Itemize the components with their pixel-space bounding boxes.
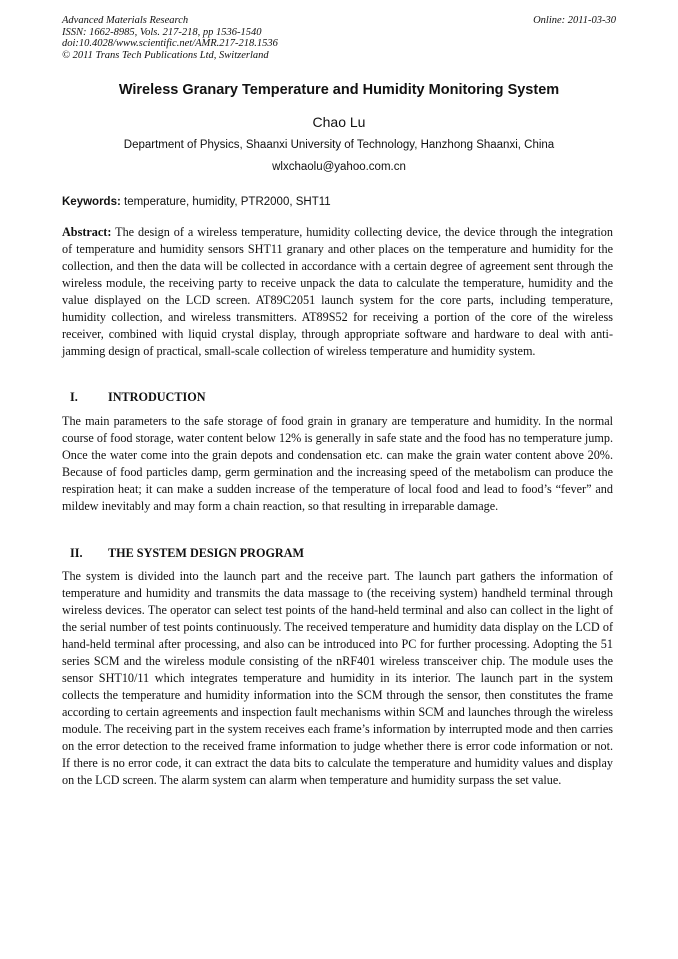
section-number: II.: [70, 546, 83, 560]
issn-line: ISSN: 1662-8985, Vols. 217-218, pp 1536-1540: [62, 26, 262, 38]
affiliation: Department of Physics, Shaanxi University of Technology, Hanzhong Shaanxi, China: [123, 139, 555, 151]
online-date: Online: 2011-03-30: [533, 15, 616, 26]
copyright-line: © 2011 Trans Tech Publications Ltd, Switzerland: [62, 49, 269, 61]
keywords-text: temperature, humidity, PTR2000, SHT11: [124, 196, 331, 208]
section-title: INTRODUCTION: [108, 390, 206, 404]
keywords-label: Keywords:: [62, 196, 121, 208]
system-design-paragraph: The system is divided into the launch part and the receive part. The launch part gathers the information of temperature and humidity and transmits the data massage to (the receiving system) handheld terminal through wireless devices. The operator can select test points of the hand-held terminal and also can collect in the light of the serial number of test points continuously. The received temperature and humidity data display on the LCD of hand-held terminal after processing, and also can be introduced into PC for further processing. Adopting the 51 series SCM and the wireless module consisting of the nRF401 wireless transceiver chip. The module uses the sensor SHT10/11 which integrates temperature and humidity in its interior. The launch part in the system collects the temperature and humidity information into the SCM through the sensor, then constitutes the frame according to certain agreements and inspection fault mechanisms within SCM and launches through the wireless module. The receiving part in the system receives each frame’s information by interrupted mode and then carries on the error detection to the received frame information to judge whether there is error code information or not. If there is no error code, it can extract the data bits to calculate the temperature and humidity values and display on the LCD screen. The alarm system can alarm when temperature and humidity surpass the set value.: [62, 569, 613, 787]
abstract-label: Abstract:: [62, 225, 112, 239]
abstract-text: The design of a wireless temperature, humidity collecting device, the device through the integration of temperature and humidity sensors SHT11 granary and other places on the temperature and humidity for the collection, and then the data will be collected in accordance with a certain degree of agreement sent through the wireless module, the receiving party to receive unpack the data to calculate the temperature, humidity and the value displayed on the LCD screen. AT89C2051 launch system for the core parts, including temperature, humidity collection, and wireless transmitters. AT89S52 for receiving a portion of the core of the wireless receiver, combined with liquid crystal display, through appropriate software and hardware to deal with anti-jamming design of practical, small-scale collection of wireless temperature and humidity system.: [62, 225, 613, 358]
introduction-paragraph: The main parameters to the safe storage of food grain in granary are temperature and humidity. In the normal course of food storage, water content below 12% is generally in safe state and the food has no temperature jump. Once the water come into the grain depots and condensation etc. can make the grain water content above 20%. Because of food particles damp, germ germination and the increasing speed of the metabolism can produce the respiration heat; it can make a sudden increase of the temperature of local food and lead to food’s “fever” and mildew inevitably and may form a chain reaction, so that resulting in irreparable damage.: [62, 414, 613, 513]
section-number: I.: [70, 390, 78, 404]
journal-name: Advanced Materials Research: [62, 15, 189, 26]
paper-title: Wireless Granary Temperature and Humidity Monitoring System: [118, 82, 560, 98]
abstract: [62, 224, 613, 360]
journal-header: [62, 15, 616, 61]
section-title: THE SYSTEM DESIGN PROGRAM: [108, 546, 305, 560]
section-heading-introduction: [70, 390, 206, 405]
author-email: wlxchaolu@yahoo.com.cn: [272, 161, 406, 173]
section-heading-system-design: [70, 546, 304, 561]
keywords: [62, 196, 616, 208]
doi-line: doi:10.4028/www.scientific.net/AMR.217-218.1536: [62, 38, 278, 49]
author-name: Chao Lu: [312, 114, 366, 130]
